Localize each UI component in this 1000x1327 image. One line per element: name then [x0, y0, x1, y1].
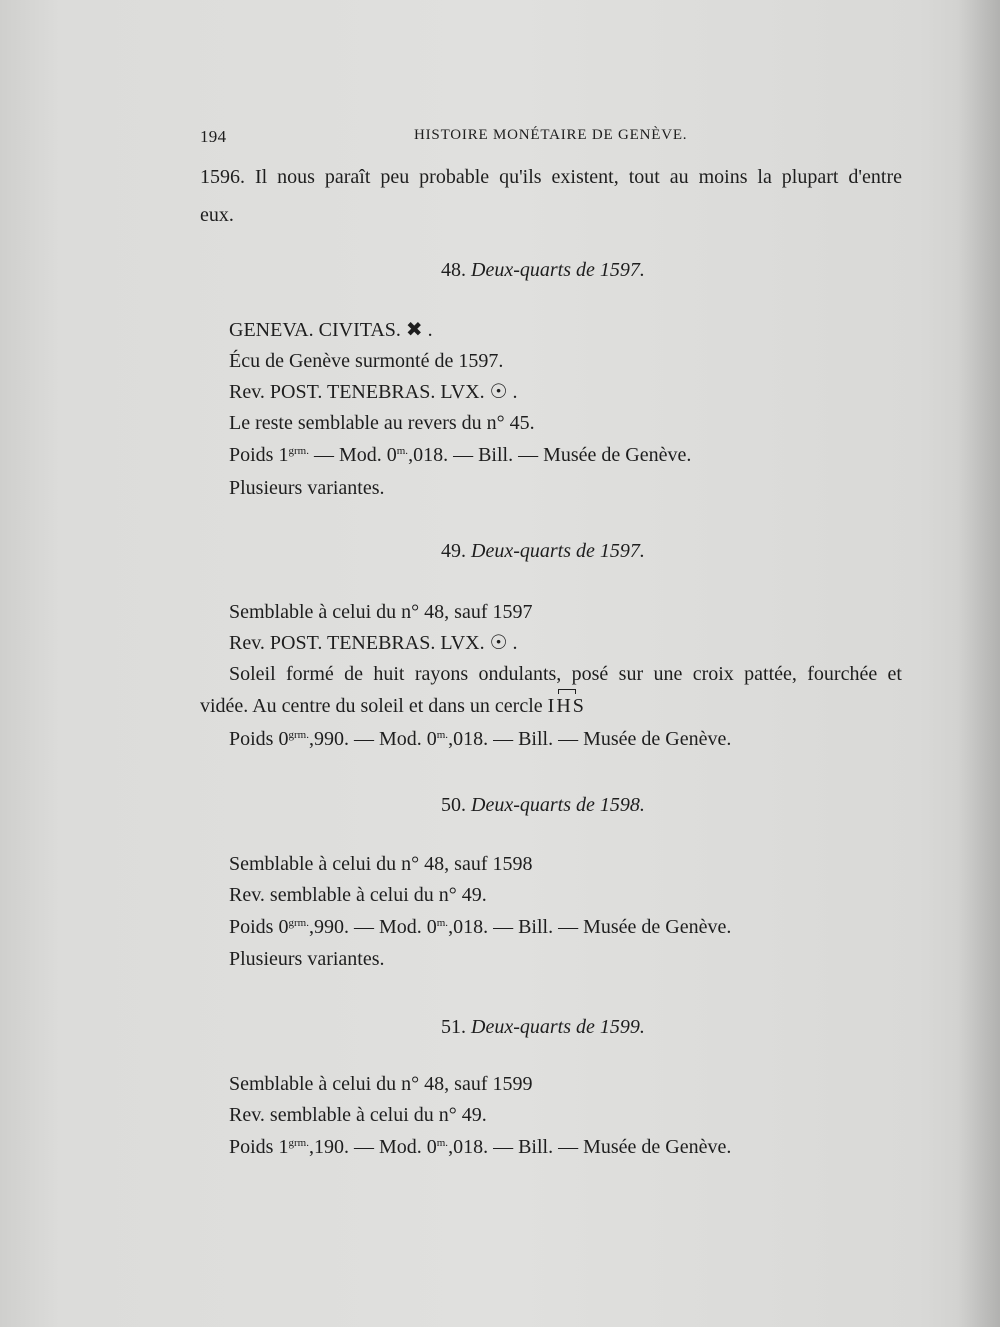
metal-collection-text: ,018. — Bill. — Musée de Genève.: [408, 444, 692, 466]
unit-superscript: grm.: [288, 1137, 309, 1149]
unit-superscript: grm.: [288, 445, 309, 457]
entry-48-line-5: [229, 443, 691, 467]
module-text: ,990. — Mod. 0: [308, 916, 437, 938]
entry-number: 49.: [441, 540, 466, 562]
entry-51-heading: [441, 1015, 645, 1039]
weight-text: Poids 1: [229, 444, 289, 466]
weight-text: Poids 0: [229, 916, 289, 938]
entry-49-line-4: [200, 694, 586, 718]
module-text: ,990. — Mod. 0: [308, 728, 437, 750]
unit-superscript: grm.: [288, 729, 309, 741]
entry-48-line-4: Le reste semblable au revers du n° 45.: [229, 412, 535, 434]
entry-title: Deux-quarts de 1598.: [471, 794, 645, 816]
entry-title: Deux-quarts de 1597.: [471, 540, 645, 562]
entry-50-line-3: [229, 915, 731, 939]
entry-48-heading: [441, 258, 645, 282]
intro-line-2: eux.: [200, 204, 234, 226]
running-title: HISTOIRE MONÉTAIRE DE GENÈVE.: [414, 127, 688, 143]
entry-49-line-5: [229, 727, 731, 751]
entry-51-line-1: Semblable à celui du n° 48, sauf 1599: [229, 1073, 533, 1095]
entry-50-line-1: Semblable à celui du n° 48, sauf 1598: [229, 853, 533, 875]
module-text: ,190. — Mod. 0: [308, 1136, 437, 1158]
unit-superscript: m.: [436, 1137, 449, 1149]
unit-superscript: m.: [396, 445, 409, 457]
entry-50-heading: [441, 793, 645, 817]
entry-49-line-1: Semblable à celui du n° 48, sauf 1597: [229, 601, 533, 623]
metal-collection-text: ,018. — Bill. — Musée de Genève.: [448, 916, 732, 938]
entry-48-line-6: Plusieurs variantes.: [229, 477, 385, 499]
intro-line-1: 1596. Il nous paraît peu probable qu'ils existent, tout au moins la plupart d'entre: [200, 166, 902, 188]
entry-49-line-3: Soleil formé de huit rayons ondulants, posé sur une croix pattée, fourchée et: [229, 663, 902, 685]
entry-title: Deux-quarts de 1597.: [471, 259, 645, 281]
entry-50-line-4: Plusieurs variantes.: [229, 948, 385, 970]
entry-number: 51.: [441, 1016, 466, 1038]
entry-51-line-2: Rev. semblable à celui du n° 49.: [229, 1104, 487, 1126]
entry-title: Deux-quarts de 1599.: [471, 1016, 645, 1038]
ihs-monogram: IHS: [547, 695, 586, 717]
metal-collection-text: ,018. — Bill. — Musée de Genève.: [448, 728, 732, 750]
entry-49-heading: [441, 539, 645, 563]
entry-48-line-2: Écu de Genève surmonté de 1597.: [229, 350, 504, 372]
running-head: [200, 127, 920, 151]
entry-51-line-3: [229, 1135, 731, 1159]
description-text: vidée. Au centre du soleil et dans un cercle: [200, 695, 548, 717]
metal-collection-text: ,018. — Bill. — Musée de Genève.: [448, 1136, 732, 1158]
weight-text: Poids 1: [229, 1136, 289, 1158]
entry-50-line-2: Rev. semblable à celui du n° 49.: [229, 884, 487, 906]
page-number: 194: [200, 127, 227, 146]
unit-superscript: m.: [436, 917, 449, 929]
entry-number: 48.: [441, 259, 466, 281]
entry-48-line-1: GENEVA. CIVITAS. ✖ .: [229, 319, 433, 341]
unit-superscript: m.: [436, 729, 449, 741]
entry-48-line-3: Rev. POST. TENEBRAS. LVX. ☉ .: [229, 381, 518, 403]
entry-49-line-2: Rev. POST. TENEBRAS. LVX. ☉ .: [229, 632, 518, 654]
entry-number: 50.: [441, 794, 466, 816]
unit-superscript: grm.: [288, 917, 309, 929]
weight-text: Poids 0: [229, 728, 289, 750]
module-text: — Mod. 0: [308, 444, 397, 466]
